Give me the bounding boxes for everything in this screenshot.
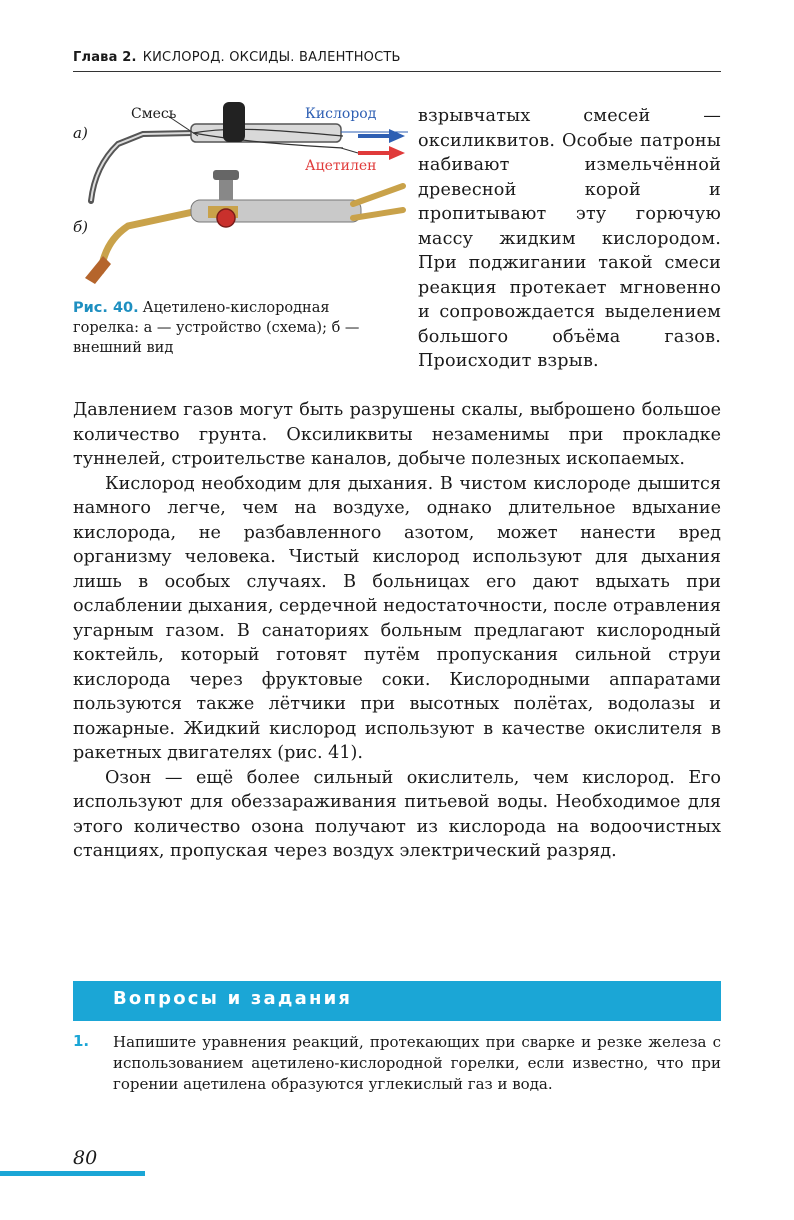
running-header: [73, 50, 721, 65]
figure-label-b: б): [73, 218, 89, 236]
column-paragraph: взрывчатых смесей — оксиликвитов. Особые патроны набивают измельчённой древесной корой и пропитывают эту горючую массу жидким кислородом. При поджигании такой смеси реакция протекает мгновенно и сопровождается выделением большого объёма газов. Происходит взрыв.: [418, 106, 721, 371]
torch-illustration: [73, 96, 408, 296]
torch-photo: [85, 170, 403, 284]
caption-text: Ацетилено-кислородная горелка: а — устройство (схема); б — внешний вид: [73, 300, 360, 356]
oxygen-label: Кислород: [305, 106, 377, 122]
footer-accent-bar: [0, 1171, 145, 1176]
main-text: [73, 398, 721, 864]
caption-number: Рис. 40.: [73, 300, 139, 316]
acetylene-label: Ацетилен: [305, 158, 377, 174]
page-number: 80: [73, 1147, 98, 1169]
paragraph-ozone: Озон — ещё более сильный окислитель, чем кислород. Его используют для обеззараживания питьевой воды. Необходимое для этого количество озона получают из кислорода на водоочистных станциях, пропуская через воздух электрический разряд.: [73, 767, 721, 861]
paragraph-breathing: Кислород необходим для дыхания. В чистом кислороде дышится намного легче, чем на воздухе, однако длительное вдыхание кислорода, не разбавленного азотом, может нанести вред организму человека. Чистый кислород используют для дыхания лишь в особых случаях. В больницах его дают вдыхать при ослаблении дыхания, сердечной недостаточности, после отравления угарным газом. В санаториях больным предлагают кислородный коктейль, который готовят путём пропускания сильной струи кислорода через фруктовые соки. Кислородными аппаратами пользуются также лётчики при высотных полётах, водолазы и пожарные. Жидкий кислород используют в качестве окислителя в ракетных двигателях (рис. 41).: [73, 473, 721, 763]
question-text: Напишите уравнения реакций, протекающих при сварке и резке железа с использованием ацетилено-кислородной горелки, если известно, что при горении ацетилена образуются углекислый газ и вода.: [113, 1033, 721, 1093]
header-rule: [73, 71, 721, 72]
chapter-label: Глава 2.: [73, 50, 137, 65]
figure-label-a: а): [73, 124, 88, 142]
figure-caption: [73, 298, 398, 358]
mix-label: Смесь: [131, 106, 177, 122]
chapter-title: КИСЛОРОД. ОКСИДЫ. ВАЛЕНТНОСТЬ: [142, 50, 401, 65]
questions-title: Вопросы и задания: [113, 988, 353, 1009]
questions-banner: [73, 981, 721, 1021]
figure-40: [73, 96, 408, 306]
paragraph-continuation: Давлением газов могут быть разрушены скалы, выброшено большое количество грунта. Оксиликвиты незаменимы при прокладке туннелей, строительстве каналов, добыче полезных ископаемых.: [73, 400, 721, 469]
question-number: 1.: [73, 1032, 90, 1050]
